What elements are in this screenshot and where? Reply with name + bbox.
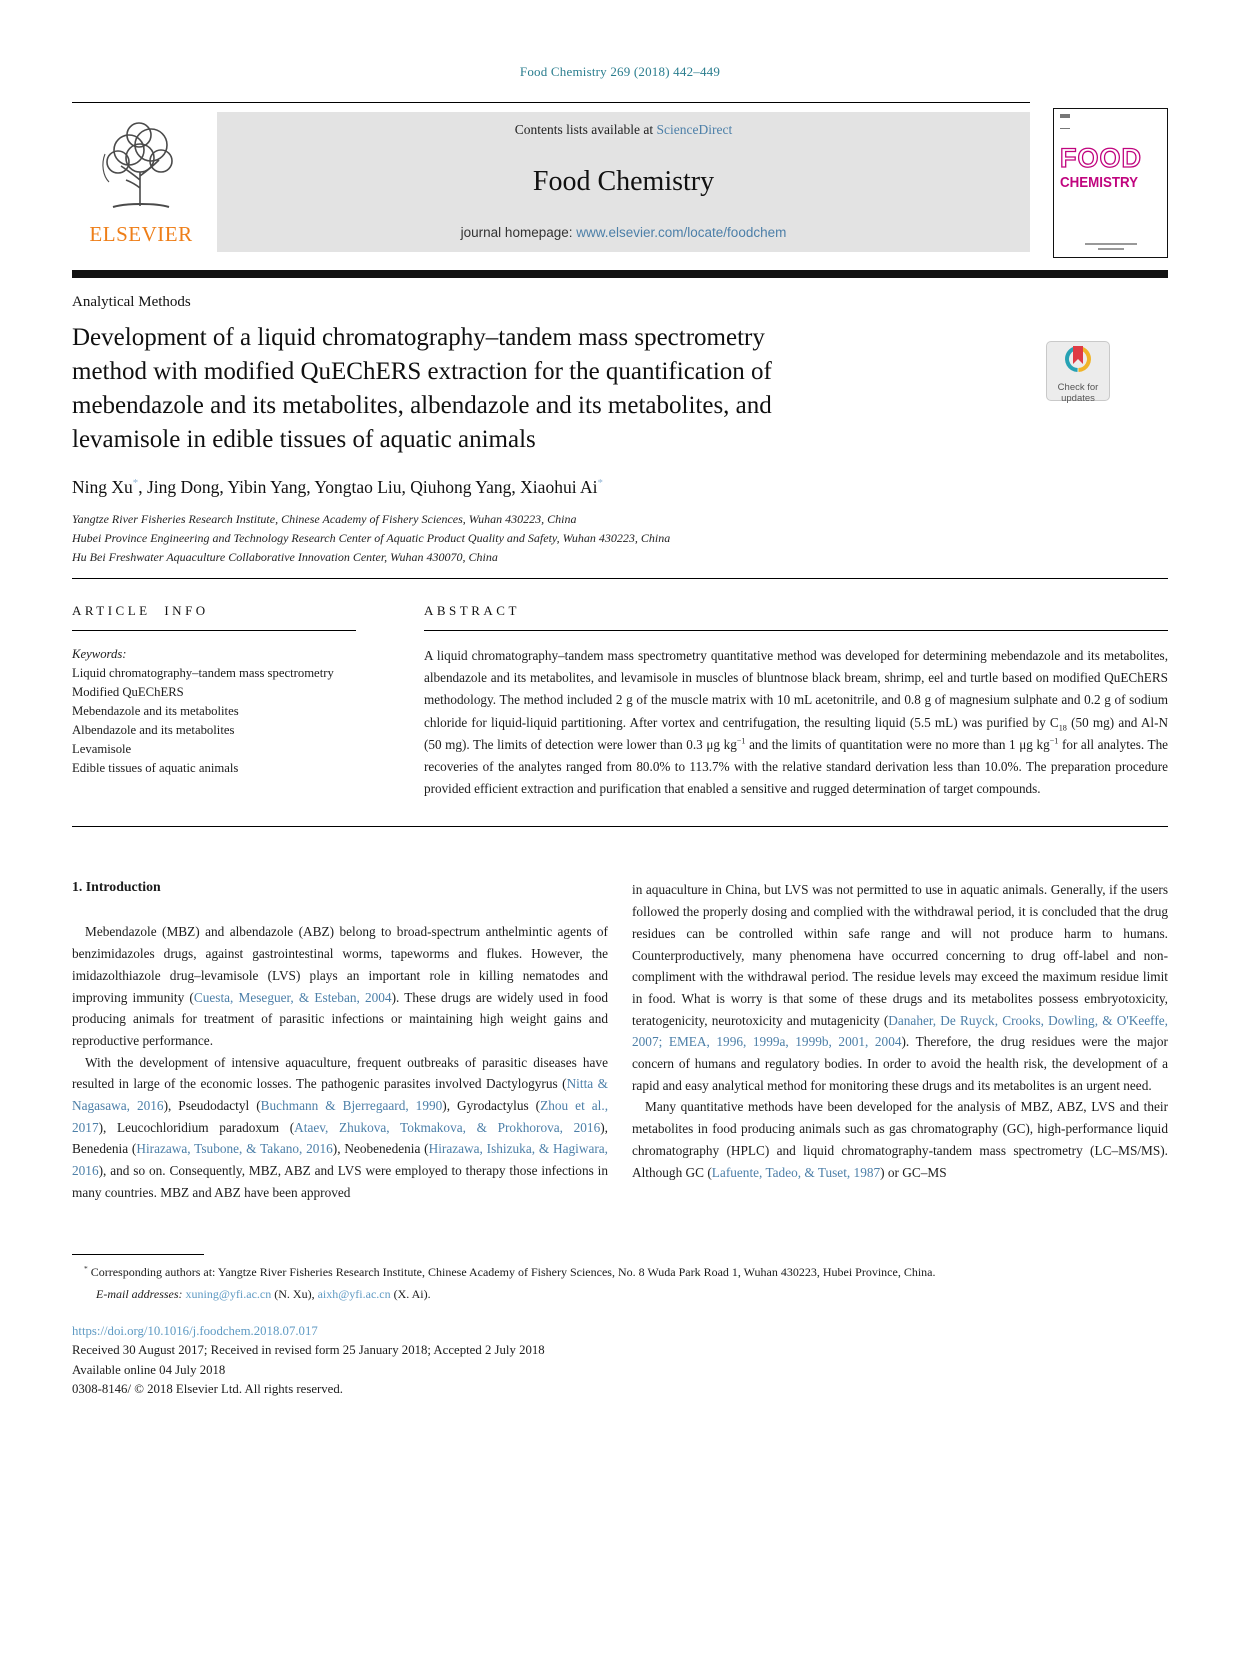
journal-title: Food Chemistry [532,165,715,197]
text-segment: ), Gyrodactylus ( [442,1098,541,1114]
author-list [72,477,1168,498]
check-badge-line1: Check for [1057,382,1099,393]
article-title-line: mebendazole and its metabolites, albendazole and its metabolites, and [72,392,772,419]
article-title-line: levamisole in edible tissues of aquatic animals [72,426,536,453]
doi-link[interactable]: https://doi.org/10.1016/j.foodchem.2018.07.017 [72,1323,318,1338]
check-badge-line2: updates [1061,392,1095,404]
received-dates-line: Received 30 August 2017; Received in revised form 25 January 2018; Accepted 2 July 2018 [72,1343,545,1358]
keyword: Liquid chromatography–tandem mass spectrometry [72,666,334,680]
article-info-rule [72,630,356,631]
text-segment: , Jing Dong, Yibin Yang, Yongtao Liu, Qiuhong Yang, Xiaohui Ai [138,477,598,497]
text-segment: 18 [1058,723,1067,733]
text-segment: in aquaculture in China, but LVS was not permitted to use in aquatic animals. Generally, if the users followed the properly dosing and complied with the withdrawal period, it is concluded that the drug residues can be controlled within safe range and will not produce harm to humans. Counterproductively, many phenomena have occurred concerning to drug off-label and non-compliment with the withdrawal period. The residue levels may exceed the maximum residue limit in food. What is worry is that some of these drugs and its metabolites possess embryotoxicity, teratogenicity, neurotoxicity and mutagenicity ( [632,882,1168,1028]
affiliation-line: Hubei Province Engineering and Technology Research Center of Aquatic Product Quality and Safety, Wuhan 430223, China [72,531,671,545]
citation-link[interactable]: Buchmann & Bjerregaard, 1990 [260,1098,443,1114]
contents-line [515,122,732,138]
doi-line [72,1322,1168,1342]
text-segment: * [84,1263,88,1273]
article-title-line: Development of a liquid chromatography–tandem mass spectrometry [72,324,765,351]
article-info-heading: ARTICLE INFO [72,603,209,618]
citation-link[interactable]: Cuesta, Meseguer, & Esteban, 2004 [193,989,392,1005]
cover-fineprint-line [1098,248,1124,250]
citation-link[interactable]: Danaher, De Ruyck, Crooks, Dowling, & O'Keeffe, 2007; EMEA, 1996, 1999a, 1999b, 2001, 2004 [632,1012,1168,1050]
check-badge-label [1047,383,1109,404]
text-segment: ). Therefore, the drug residues were the major concern of humans and regulatory bodies. In order to avoid the health risk, the development of a rapid and easy analytical method for monitoring these drugs and its metabolites is an urgent need. [632,1034,1168,1093]
text-segment: * [132,477,139,490]
text-segment: With the development of intensive aquaculture, frequent outbreaks of parasitic diseases have resulted in large of the economic losses. The pathogenic parasites involved Dactylogyrus ( [72,1054,608,1092]
cover-elsevier-mark [1060,114,1070,129]
corresponding-author-note [72,1262,1168,1282]
article-title [72,321,952,457]
text-segment: Many quantitative methods have been developed for the analysis of MBZ, ABZ, LVS and their metabolites in food producing animals such as gas chromatography (GC), high-performance liquid chromatography (HPLC) and liquid chromatography-tandem mass spectrometry (LC–MS/MS). Although GC ( [632,1099,1168,1180]
elsevier-logo[interactable] [74,114,208,247]
paragraph [632,1096,1168,1183]
keyword: Albendazole and its metabolites [72,723,235,737]
journal-header [72,102,1168,262]
text-segment: * [597,477,603,490]
text-segment: (N. Xu), [271,1286,318,1301]
article-section-label: Analytical Methods [72,294,191,310]
text-segment: ), Pseudodactyl ( [163,1098,261,1114]
article-title-line: method with modified QuEChERS extraction for the quantification of [72,358,772,385]
text-segment: ), Leucochloridium paradoxum ( [98,1119,295,1135]
contents-prefix: Contents lists available at [514,122,657,137]
text-segment: −1 [1049,736,1059,746]
homepage-line [461,225,787,240]
text-segment: ). These drugs are widely used in food producing animals for treatment of parasitic infections or maintaining high weight gains and reproductive performance. [72,989,608,1048]
footnote-block [72,1254,1168,1304]
issn-copyright-line: 0308-8146/ © 2018 Elsevier Ltd. All rights reserved. [72,1382,343,1397]
keyword: Edible tissues of aquatic animals [72,761,239,775]
sciencedirect-link[interactable]: ScienceDirect [656,122,733,137]
info-abstract-section [72,579,1168,800]
journal-cover-thumbnail[interactable] [1053,108,1168,258]
elsevier-tree-icon [91,114,191,226]
cover-title-food: FOOD [1060,143,1142,173]
text-segment: (50 mg) and Al-N (50 mg). The limits of detection were lower than 0.3 μg kg [424,714,1168,752]
abstract-column [424,603,1168,800]
paragraph [632,879,1168,1096]
text-segment: Ning Xu [72,477,133,497]
elsevier-wordmark: ELSEVIER [89,222,193,246]
text-segment: (X. Ai). [390,1286,431,1301]
journal-homepage-link[interactable]: www.elsevier.com/locate/foodchem [576,225,787,240]
text-segment: and the limits of quantitation were no more than 1 μg kg [745,736,1050,752]
text-segment: A liquid chromatography–tandem mass spectrometry quantitative method was developed for determining mebendazole and its metabolites, albendazole and its metabolites, and levamisole in muscles of bluntnose black bream, shrimp, eel and turtle based on modified QuEChERS methodology. The method included 2 g of the muscle matrix with 10 mL acetonitrile, and 0.8 g of magnesium sulphate and 0.2 g of sodium chloride for liquid-liquid partitioning. After vortex and centrifugation, the resulting liquid (5.5 mL) was purified by C [424,648,1168,730]
cover-fineprint-line [1085,243,1137,245]
right-column [632,879,1168,1203]
crossmark-icon [1061,345,1095,377]
available-online-line: Available online 04 July 2018 [72,1362,226,1377]
check-for-updates-badge[interactable] [1046,341,1110,404]
text-segment: for all analytes. The recoveries of the analytes ranged from 80.0% to 113.7% with the relative standard derivation less than 10.0%. The preparation procedure provided efficient extraction and purification that enabled a sensitive and rugged determination of target compounds. [424,736,1169,797]
citation-link[interactable]: Ataev, Zhukova, Tokmakova, & Prokhorova, 2016 [294,1119,601,1135]
header-thick-rule [72,270,1168,278]
affiliation-line: Hu Bei Freshwater Aquaculture Collaborative Innovation Center, Wuhan 430070, China [72,550,498,564]
cover-fineprint [1054,243,1167,250]
homepage-prefix: journal homepage: [460,225,577,240]
affiliation-line: Yangtze River Fisheries Research Institute, Chinese Academy of Fishery Sciences, Wuhan 430223, China [72,512,577,526]
citation-link[interactable]: Hirazawa, Tsubone, & Takano, 2016 [136,1141,333,1157]
footnote-rule [72,1254,204,1255]
keyword: Mebendazole and its metabolites [72,704,239,718]
text-segment: Mebendazole (MBZ) and albendazole (ABZ) belong to broad-spectrum anthelmintic agents of benzimidazoles drugs, against gastrointestinal worms, tapeworms and flukes. However, the imidazolthiazole drug–levamisole (LVS) plays an important role in killing nematodes and improving immunity ( [72,924,608,1005]
cover-title-chemistry: CHEMISTRY [1060,175,1139,191]
keywords-list [72,664,356,778]
citation-link[interactable]: Hirazawa, Ishizuka, & Hagiwara, 2016 [72,1141,609,1179]
text-segment: E-mail addresses: [96,1286,186,1301]
journal-banner [217,112,1030,252]
header-top-rule [72,102,1030,103]
citation-link[interactable]: xuning@yfi.ac.cn [185,1286,272,1301]
title-row [72,321,1168,457]
text-segment: ), and so on. Consequently, MBZ, ABZ and LVS were employed to therapy those infections in many countries. MBZ and ABZ have been approved [72,1163,608,1200]
text-segment: ) or GC–MS [880,1164,947,1180]
keywords-label: Keywords: [72,647,127,661]
email-addresses-line [72,1284,1168,1304]
keyword: Levamisole [72,742,132,756]
text-segment: Corresponding authors at: Yangtze River Fisheries Research Institute, Chinese Academy of Fishery Sciences, No. 8 Wuda Park Road 1, Wuhan 430223, Hubei Province, China. [87,1264,936,1279]
citation-link[interactable]: aixh@yfi.ac.cn [317,1286,391,1301]
introduction-section [72,879,1168,1203]
abstract-rule [424,630,1168,631]
left-column [72,879,608,1203]
paragraph [72,1052,608,1204]
journal-citation: Food Chemistry 269 (2018) 442–449 [519,64,721,79]
citation-link[interactable]: Zhou et al., 2017 [72,1098,609,1135]
abstract-heading: ABSTRACT [424,603,520,618]
text-segment: −1 [736,736,746,746]
text-segment: ), Benedenia ( [72,1119,608,1157]
affiliations [72,510,1168,567]
paragraph [72,921,608,1051]
text-segment: ), Neobenedenia ( [332,1141,429,1157]
divider-below-abstract [72,826,1168,827]
article-info-column [72,603,356,800]
keyword: Modified QuEChERS [72,685,184,699]
citation-link[interactable]: Lafuente, Tadeo, & Tuset, 1987 [711,1164,881,1180]
introduction-heading: 1. Introduction [72,879,161,895]
abstract-text [424,645,1168,800]
citation-link[interactable]: Nitta & Nagasawa, 2016 [72,1076,608,1114]
